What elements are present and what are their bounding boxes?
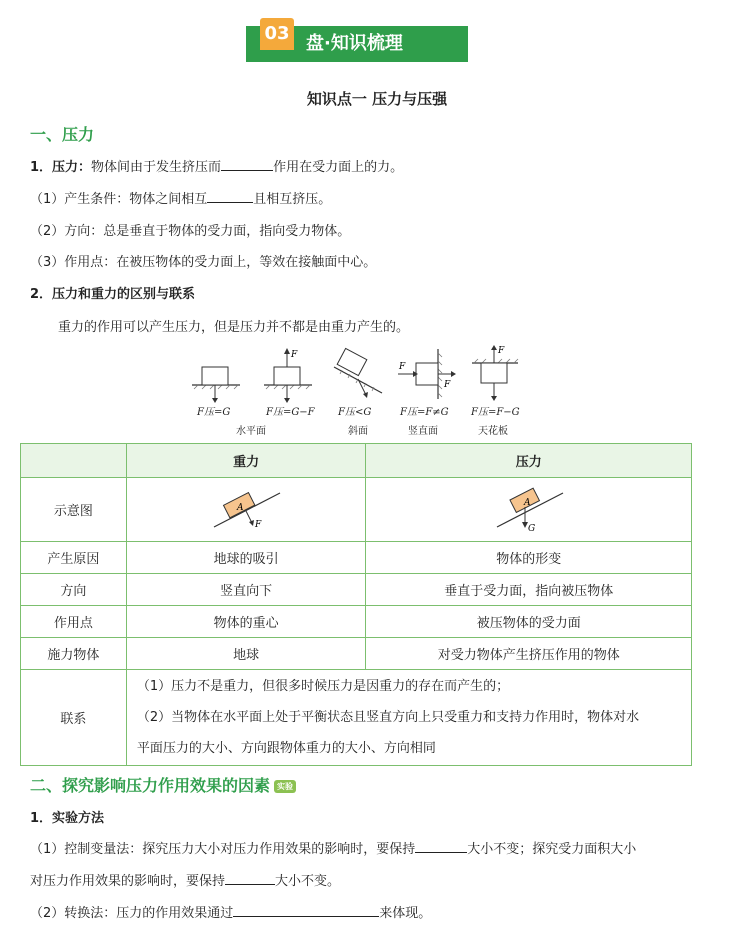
row-label: 方向 bbox=[21, 574, 127, 606]
figure-pulled-up bbox=[262, 345, 332, 440]
gravity-cell: 地球 bbox=[126, 638, 366, 670]
row-label-relation: 联系 bbox=[21, 670, 127, 766]
header-cell-gravity: 重力 bbox=[126, 444, 366, 478]
surface-label-ceiling: 天花板 bbox=[478, 426, 508, 437]
relation-cell bbox=[126, 670, 691, 766]
pressure-definition bbox=[30, 156, 403, 175]
conversion-method-line bbox=[30, 902, 431, 921]
row-label: 产生原因 bbox=[21, 542, 127, 574]
gravity-cell: 地球的吸引 bbox=[126, 542, 366, 574]
p3-text-b: 大小不变。 bbox=[275, 874, 341, 889]
banner-number: 03 bbox=[260, 18, 294, 50]
row-label: 作用点 bbox=[21, 606, 127, 638]
figure-formula-2: F压=G−F bbox=[266, 407, 315, 418]
fill-blank[interactable] bbox=[221, 158, 273, 171]
row-label-diagram: 示意图 bbox=[21, 478, 127, 542]
svg-text:A: A bbox=[523, 497, 531, 508]
table-row bbox=[21, 574, 692, 606]
control-variable-line bbox=[30, 838, 636, 857]
figure-formula-3: F压<G bbox=[338, 407, 372, 418]
svg-text:F: F bbox=[399, 362, 406, 372]
p3-text-a: 对压力作用效果的影响时，要保持 bbox=[30, 874, 226, 889]
p2-text-a: （1）产生条件：物体之间相互 bbox=[30, 192, 208, 207]
svg-text:F: F bbox=[291, 350, 298, 360]
gravity-cell: 物体的重心 bbox=[126, 606, 366, 638]
pressure-cell: 垂直于受力面，指向被压物体 bbox=[366, 574, 692, 606]
diagram-force-f: F bbox=[255, 519, 262, 530]
surface-label-horizontal: 水平面 bbox=[236, 426, 266, 437]
header-cell-empty bbox=[21, 444, 127, 478]
relation-line-2: （2）当物体在水平面上处于平衡状态且竖直方向上只受重力和支持力作用时，物体对水 bbox=[136, 710, 640, 725]
section-banner bbox=[246, 18, 468, 62]
surface-label-vertical: 竖直面 bbox=[408, 426, 438, 437]
intro-line: 重力的作用可以产生压力，但是压力并不都是由重力产生的。 bbox=[58, 320, 410, 335]
table-row-relation bbox=[21, 670, 692, 766]
header-cell-pressure: 压力 bbox=[366, 444, 692, 478]
pressure-diagram bbox=[366, 478, 692, 542]
pressure-cell: 被压物体的受力面 bbox=[366, 606, 692, 638]
knowledge-point-title: 知识点一 压力与压强 bbox=[306, 90, 448, 108]
figure-formula-1: F压=G bbox=[197, 407, 231, 418]
p2-text-a: （1）控制变量法：探究压力大小对压力作用效果的影响时，要保持 bbox=[30, 842, 416, 857]
section2-heading-row bbox=[30, 773, 296, 796]
comparison-table bbox=[20, 443, 692, 766]
table-header-row bbox=[21, 444, 692, 478]
fill-blank[interactable] bbox=[207, 190, 253, 203]
fill-blank[interactable] bbox=[415, 840, 467, 853]
point-line: （3）作用点：在被压物体的受力面上，等效在接触面中心。 bbox=[30, 255, 377, 270]
row-label: 施力物体 bbox=[21, 638, 127, 670]
svg-text:F: F bbox=[444, 380, 451, 390]
pressure-cell: 对受力物体产生挤压作用的物体 bbox=[366, 638, 692, 670]
p4-text-b: 来体现。 bbox=[379, 906, 432, 921]
p2-text-b: 大小不变；探究受力面积大小 bbox=[467, 842, 637, 857]
surface-label-incline: 斜面 bbox=[348, 426, 368, 437]
fill-blank[interactable] bbox=[233, 904, 379, 917]
pressure-cell: 物体的形变 bbox=[366, 542, 692, 574]
banner-title: 盘·知识梳理 bbox=[306, 33, 403, 54]
diagram-force-g: G bbox=[527, 523, 535, 533]
p1-text-b: 作用在受力面上的力。 bbox=[273, 160, 404, 175]
relation-line-1: （1）压力不是重力，但很多时候压力是因重力的存在而产生的； bbox=[136, 679, 510, 694]
experiment-badge: 实验 bbox=[274, 780, 296, 793]
table-row-diagram bbox=[21, 478, 692, 542]
gravity-diagram bbox=[126, 478, 366, 542]
svg-text:F: F bbox=[498, 346, 505, 356]
p4-text-a: （2）转换法：压力的作用效果通过 bbox=[30, 906, 234, 921]
fill-blank[interactable] bbox=[225, 872, 275, 885]
p1-label: 1．压力： bbox=[30, 160, 92, 175]
subheading-2: 2．压力和重力的区别与联系 bbox=[30, 287, 196, 302]
gravity-cell: 竖直向下 bbox=[126, 574, 366, 606]
figure-formula-4: F压=F≠G bbox=[400, 407, 449, 418]
svg-text:A: A bbox=[237, 502, 244, 513]
table-row bbox=[21, 542, 692, 574]
control-variable-line-2 bbox=[30, 870, 340, 889]
direction-line: （2）方向：总是垂直于物体的受力面，指向受力物体。 bbox=[30, 224, 351, 239]
table-row bbox=[21, 606, 692, 638]
relation-line-3: 平面压力的大小、方向跟物体重力的大小、方向相同 bbox=[136, 741, 436, 756]
table-row bbox=[21, 638, 692, 670]
p2-text-b: 且相互挤压。 bbox=[253, 192, 332, 207]
method-heading: 1．实验方法 bbox=[30, 811, 105, 826]
figure-formula-5: F压=F−G bbox=[471, 407, 520, 418]
section1-heading: 一、压力 bbox=[30, 125, 95, 144]
section2-heading: 二、探究影响压力作用效果的因素 bbox=[30, 776, 271, 795]
condition-line bbox=[30, 188, 331, 207]
p1-text-a: 物体间由于发生挤压而 bbox=[91, 160, 222, 175]
